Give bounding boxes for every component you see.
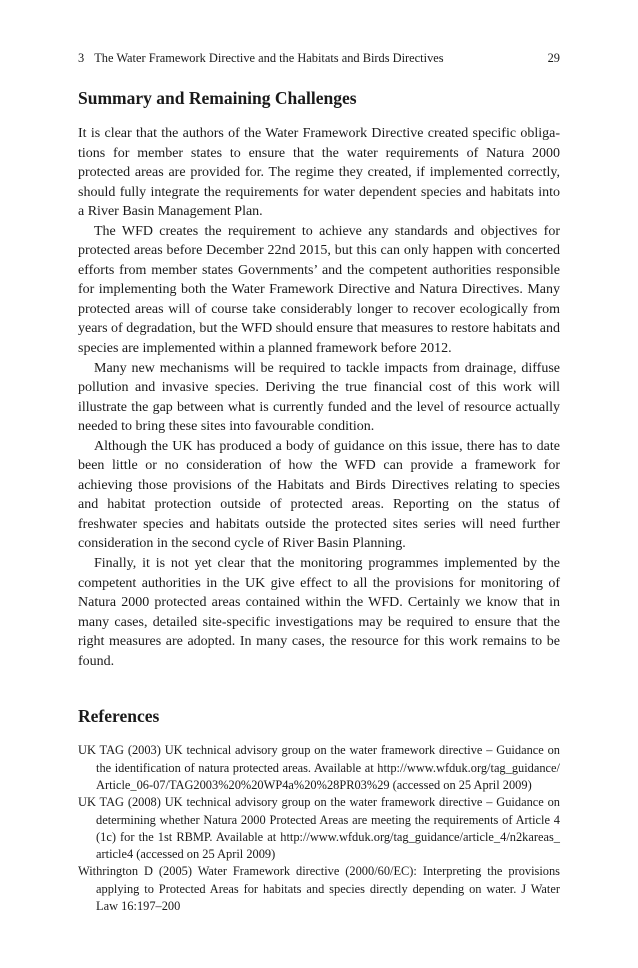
chapter-number: 3 [78, 51, 85, 65]
reference-list [78, 742, 560, 915]
paragraph: It is clear that the authors of the Water Framework Directive created specific obligations for member states to ensure that the water requirements of Natura 2000 protected areas are provided for. The regime they created, if implemented correctly, should fully integrate the requirements for water dependent species and habitats into a River Basin Management Plan. [78, 126, 560, 220]
book-page [78, 50, 560, 915]
section-heading: Summary and Remaining Challenges [78, 88, 357, 108]
reference-item: UK TAG (2008) UK technical advisory group on the water framework directive – Guidance on determining whether Natura 2000 Protected Areas are meeting the requirements of Article 4 (1c) for the 1st RBMP. Available at http://www.wfduk.org/tag_guidance/article_4/n2kareas_ article4 (accessed on 25 April 2009) [78, 795, 560, 862]
paragraph: Although the UK has produced a body of guidance on this issue, there has to date been little or no consideration of how the WFD can provide a framework for achieving those provisions of the Habitats and Birds Directives relating to species and habitat protection outside of protected areas. Reporting on the status of freshwater species and habitats outside the protected sites series will need further consideration in the second cycle of River Basin Planning. [78, 438, 560, 552]
references-heading: References [78, 706, 160, 727]
running-head [78, 50, 560, 66]
running-head-left [78, 50, 444, 66]
page-number: 29 [547, 51, 560, 65]
chapter-title: The Water Framework Directive and the Habitats and Birds Directives [94, 51, 444, 65]
reference-item: UK TAG (2003) UK technical advisory group on the water framework directive – Guidance on the identification of natura protected areas. Available at http://www.wfduk.org/tag_guidance/ Article_06-07/TAG2003%20%20WP4a%20%28PR03%29 (accessed on 25 April 2009) [78, 743, 560, 792]
paragraph: Finally, it is not yet clear that the monitoring programmes implemented by the competent authorities in the UK give effect to all the provisions for monitoring of Natura 2000 protected areas contained within the WFD. Certainly we know that in many cases, detailed site-specific investigations may be required to ensure that the right measures are adopted. In many cases, the resource for this work remains to be found. [78, 556, 560, 669]
section-body [78, 124, 560, 671]
paragraph: The WFD creates the requirement to achieve any standards and objectives for protected areas before December 22nd 2015, but this can only happen with concerted efforts from member states Governments’ and the competent authorities responsible for implementing both the Water Framework Directive and Natura Directives. Many protected areas will of course take considerably longer to recover ecologically from years of degradation, but the WFD should ensure that measures to restore habitats and species are implemented within a planned framework before 2012. [78, 223, 560, 357]
paragraph: Many new mechanisms will be required to tackle impacts from drainage, diffuse pollution and invasive species. Deriving the true financial cost of this work will illustrate the gap between what is currently funded and the level of resource actually needed to bring these sites into favourable condition. [78, 360, 560, 435]
reference-item: Withrington D (2005) Water Framework directive (2000/60/EC): Interpreting the provisions applying to Protected Areas for habitats and species directly depending on water. J Water Law 16:197–200 [78, 864, 560, 913]
